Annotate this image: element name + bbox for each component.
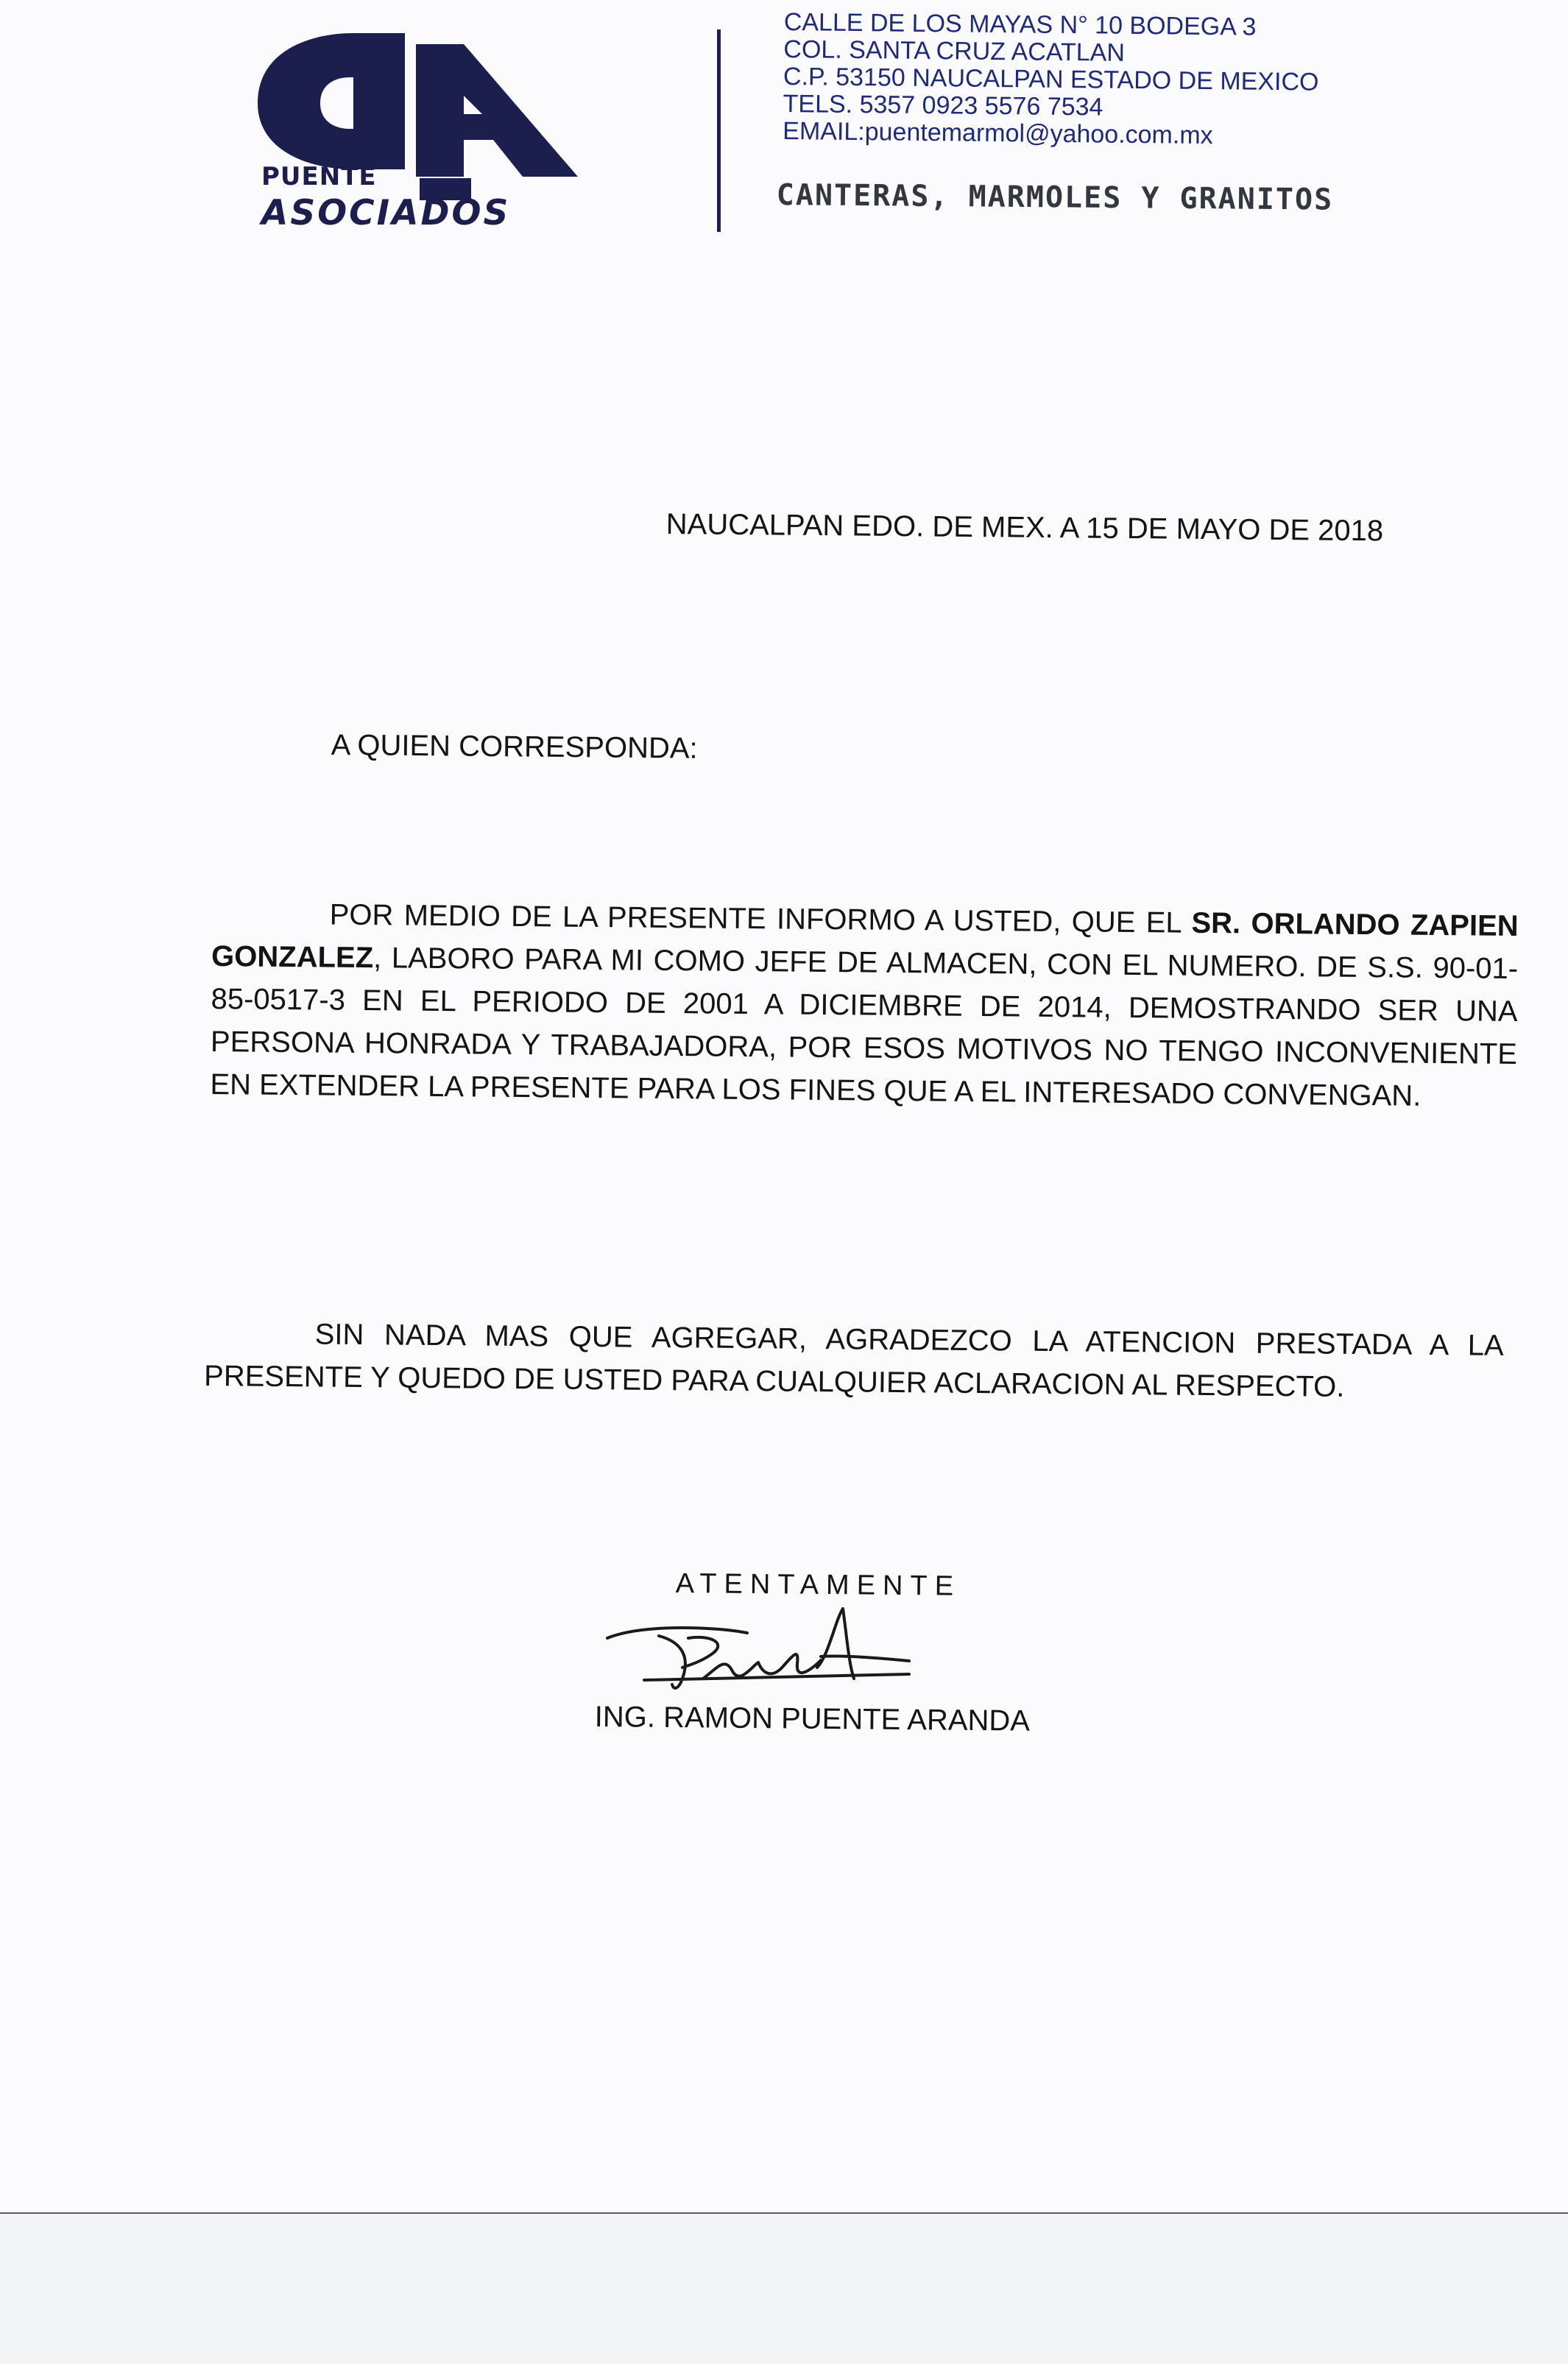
complimentary-close: ATENTAMENTE: [675, 1568, 961, 1602]
logo-word-asociados: ASOCIADOS: [261, 193, 511, 233]
contact-postal-line: C.P. 53150 NAUCALPAN ESTADO DE MEXICO: [783, 62, 1319, 96]
signer-name: ING. RAMON PUENTE ARANDA: [594, 1701, 1031, 1737]
logo-word-puente: PUENTE: [261, 162, 377, 191]
contact-colony-line: COL. SANTA CRUZ ACATLAN: [783, 35, 1126, 67]
employee-name: SR. ORLANDO ZAPIEN GONZALEZ: [211, 906, 1519, 975]
contact-email-line: EMAIL:puentemarmol@yahoo.com.mx: [783, 116, 1213, 150]
closing-paragraph: [204, 1312, 1504, 1410]
closing-text: SIN NADA MAS QUE AGREGAR, AGRADEZCO LA ATENCION PRESTADA A LA PRESENTE Y QUEDO DE USTED PARA CUALQUIER ACLARACION AL RESPECTO.: [203, 1318, 1504, 1403]
paragraph-indent: [212, 923, 330, 925]
body-lead: POR MEDIO DE LA PRESENTE INFORMO A USTED, QUE EL: [329, 898, 1192, 939]
body-rest: , LABORO PARA MI COMO JEFE DE ALMACEN, CON EL NUMERO. DE S.S. 90-01-85-0517-3 EN EL PERIODO DE 2001 A DICIEMBRE DE 2014, DEMOSTRANDO SER UNA PERSONA HONRADA Y TRABAJADORA, POR ESOS MOTIVOS NO TENGO INCONVENIENTE EN EXTENDER LA PRESENTE PARA LOS FINES QUE A EL INTERESADO CONVENGAN.: [210, 942, 1519, 1112]
paragraph-indent: [205, 1343, 315, 1344]
company-tagline: CANTERAS, MARMOLES Y GRANITOS: [776, 178, 1334, 217]
contact-address-line: CALLE DE LOS MAYAS N° 10 BODEGA 3: [783, 8, 1257, 41]
contact-phone-line: TELS. 5357 0923 5576 7534: [783, 89, 1103, 121]
salutation: A QUIEN CORRESPONDA:: [331, 729, 698, 765]
body-paragraph: [210, 892, 1519, 1118]
handwritten-signature: [600, 1598, 983, 1708]
date-line: NAUCALPAN EDO. DE MEX. A 15 DE MAYO DE 2018: [665, 508, 1384, 548]
